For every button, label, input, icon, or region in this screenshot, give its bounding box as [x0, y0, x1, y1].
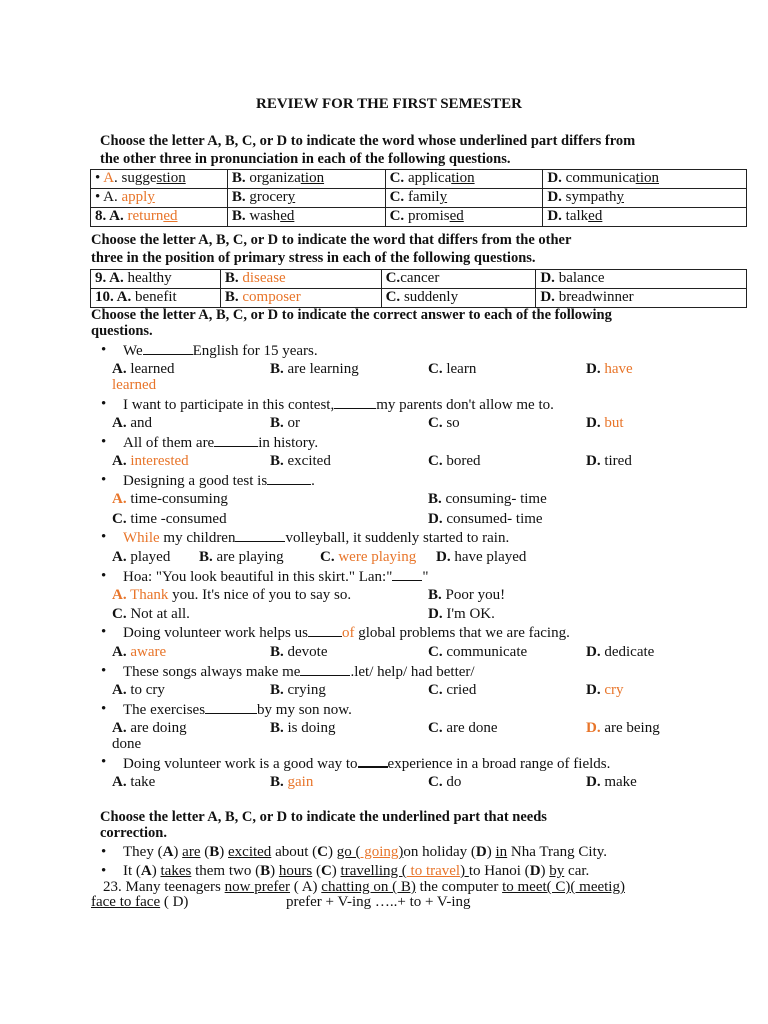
option-a: A. and: [112, 415, 153, 431]
table-cell: D. sympathy: [543, 189, 747, 208]
section2-instruction-line1: Choose the letter A, B, C, or D to indicate the word that differs from the other: [91, 232, 572, 248]
option-d: D. have played: [436, 549, 527, 565]
option-d: D. tired: [586, 453, 632, 469]
option-d-continued: learned: [112, 377, 157, 393]
question-stem: • I want to participate in this contest, my parents don't allow me to.: [123, 396, 554, 414]
option-d: D. make: [586, 774, 637, 790]
option-b: B. Poor you!: [428, 587, 506, 603]
table-cell: B. washed: [227, 208, 385, 227]
option-a: A. interested: [112, 453, 189, 469]
table-cell: D. talked: [543, 208, 747, 227]
table-cell: 10. A. benefit: [91, 289, 221, 308]
question-stem: • Designing a good test is .: [123, 472, 315, 490]
question-stem: • Doing volunteer work is a good way to experience in a broad range of fields.: [123, 754, 610, 773]
table-row: [91, 189, 747, 208]
table-cell: • A. suggestion: [91, 170, 228, 189]
section1-instruction-line1: Choose the letter A, B, C, or D to indicate the word whose underlined part differs from: [100, 133, 636, 149]
question-stem: • The exercises by my son now.: [123, 701, 352, 719]
table-cell: C. promised: [385, 208, 543, 227]
option-c: C. so: [428, 415, 460, 431]
option-b: B. gain: [270, 774, 314, 790]
question-stem: • We English for 15 years.: [123, 342, 318, 360]
table-cell: D. balance: [536, 270, 747, 289]
option-d: D. have: [586, 361, 633, 377]
table-cell: D. communication: [543, 170, 747, 189]
table-cell: C. family: [385, 189, 543, 208]
option-a: A. learned: [112, 361, 175, 377]
table-cell: B. composer: [220, 289, 381, 308]
option-c: C. learn: [428, 361, 477, 377]
option-b: B. or: [270, 415, 301, 431]
question-stem: • These songs always make me .let/ help/ had better/: [123, 663, 475, 681]
option-b: B. excited: [270, 453, 331, 469]
option-d: D. dedicate: [586, 644, 655, 660]
section3-instruction-line2: questions.: [91, 323, 153, 339]
question-stem: • All of them are in history.: [123, 434, 318, 452]
error-sentence-3-line2: face to face ( D): [91, 894, 189, 910]
table-cell: D. breadwinner: [536, 289, 747, 308]
error-sentence-1: • They (A) are (B) excited about (C) go ( going)on holiday (D) in Nha Trang City.: [123, 844, 607, 861]
option-c: C. bored: [428, 453, 481, 469]
table-row: [91, 289, 747, 308]
section1-instruction-line2: the other three in pronunciation in each of the following questions.: [100, 151, 511, 167]
option-d-continued: done: [112, 736, 142, 752]
section4-instruction-line2: correction.: [100, 825, 167, 841]
table-cell: B. organization: [227, 170, 385, 189]
error-sentence-3: 23. Many teenagers now prefer ( A) chatting on ( B) the computer to meet( C)( meetig): [103, 879, 625, 895]
question-stem: • While my children volleyball, it suddenly started to rain.: [123, 529, 509, 547]
option-d: D. I'm OK.: [428, 606, 495, 622]
section2-instruction-line2: three in the position of primary stress in each of the following questions.: [91, 250, 536, 266]
table-cell: C.cancer: [381, 270, 536, 289]
option-c: C. Not at all.: [112, 606, 190, 622]
option-d: D. consumed- time: [428, 511, 543, 527]
table-cell: • A. apply: [91, 189, 228, 208]
option-c: C. were playing: [320, 549, 417, 565]
table-row: [91, 270, 747, 289]
option-b: B. devote: [270, 644, 328, 660]
option-a: A. aware: [112, 644, 167, 660]
option-a: A. played: [112, 549, 171, 565]
table-cell: B. grocery: [227, 189, 385, 208]
stress-table: [90, 269, 747, 308]
table-cell: 9. A. healthy: [91, 270, 221, 289]
table-row: [91, 208, 747, 227]
option-c: C. do: [428, 774, 462, 790]
section3-instruction-line1: Choose the letter A, B, C, or D to indicate the correct answer to each of the following: [91, 307, 612, 323]
option-a: A. to cry: [112, 682, 165, 698]
option-b: B. are learning: [270, 361, 359, 377]
table-cell: C. suddenly: [381, 289, 536, 308]
option-a: A. Thank you. It's nice of you to say so.: [112, 587, 352, 603]
table-cell: C. application: [385, 170, 543, 189]
option-b: B. crying: [270, 682, 326, 698]
option-d: D. are being: [586, 720, 660, 736]
option-a: A. take: [112, 774, 156, 790]
option-d: D. but: [586, 415, 624, 431]
option-b: B. consuming- time: [428, 491, 547, 507]
question-stem: • Hoa: "You look beautiful in this skirt." Lan:" ": [123, 568, 428, 586]
section4-instruction-line1: Choose the letter A, B, C, or D to indicate the underlined part that needs: [100, 809, 547, 825]
option-c: C. cried: [428, 682, 477, 698]
pronunciation-table: [90, 169, 747, 227]
grammar-note: prefer + V-ing …..+ to + V-ing: [286, 894, 471, 910]
option-c: C. are done: [428, 720, 498, 736]
option-c: C. communicate: [428, 644, 528, 660]
option-c: C. time -consumed: [112, 511, 227, 527]
table-cell: 8. A. returned: [91, 208, 228, 227]
page-title: REVIEW FOR THE FIRST SEMESTER: [256, 96, 522, 112]
option-a: A. time-consuming: [112, 491, 228, 507]
table-row: [91, 170, 747, 189]
error-sentence-2: • It (A) takes them two (B) hours (C) travelling ( to travel) to Hanoi (D) by car.: [123, 863, 589, 880]
option-b: B. are playing: [199, 549, 284, 565]
table-cell: B. disease: [220, 270, 381, 289]
option-b: B. is doing: [270, 720, 336, 736]
option-d: D. cry: [586, 682, 624, 698]
option-a: A. are doing: [112, 720, 187, 736]
question-stem: • Doing volunteer work helps us of global problems that we are facing.: [123, 624, 570, 642]
